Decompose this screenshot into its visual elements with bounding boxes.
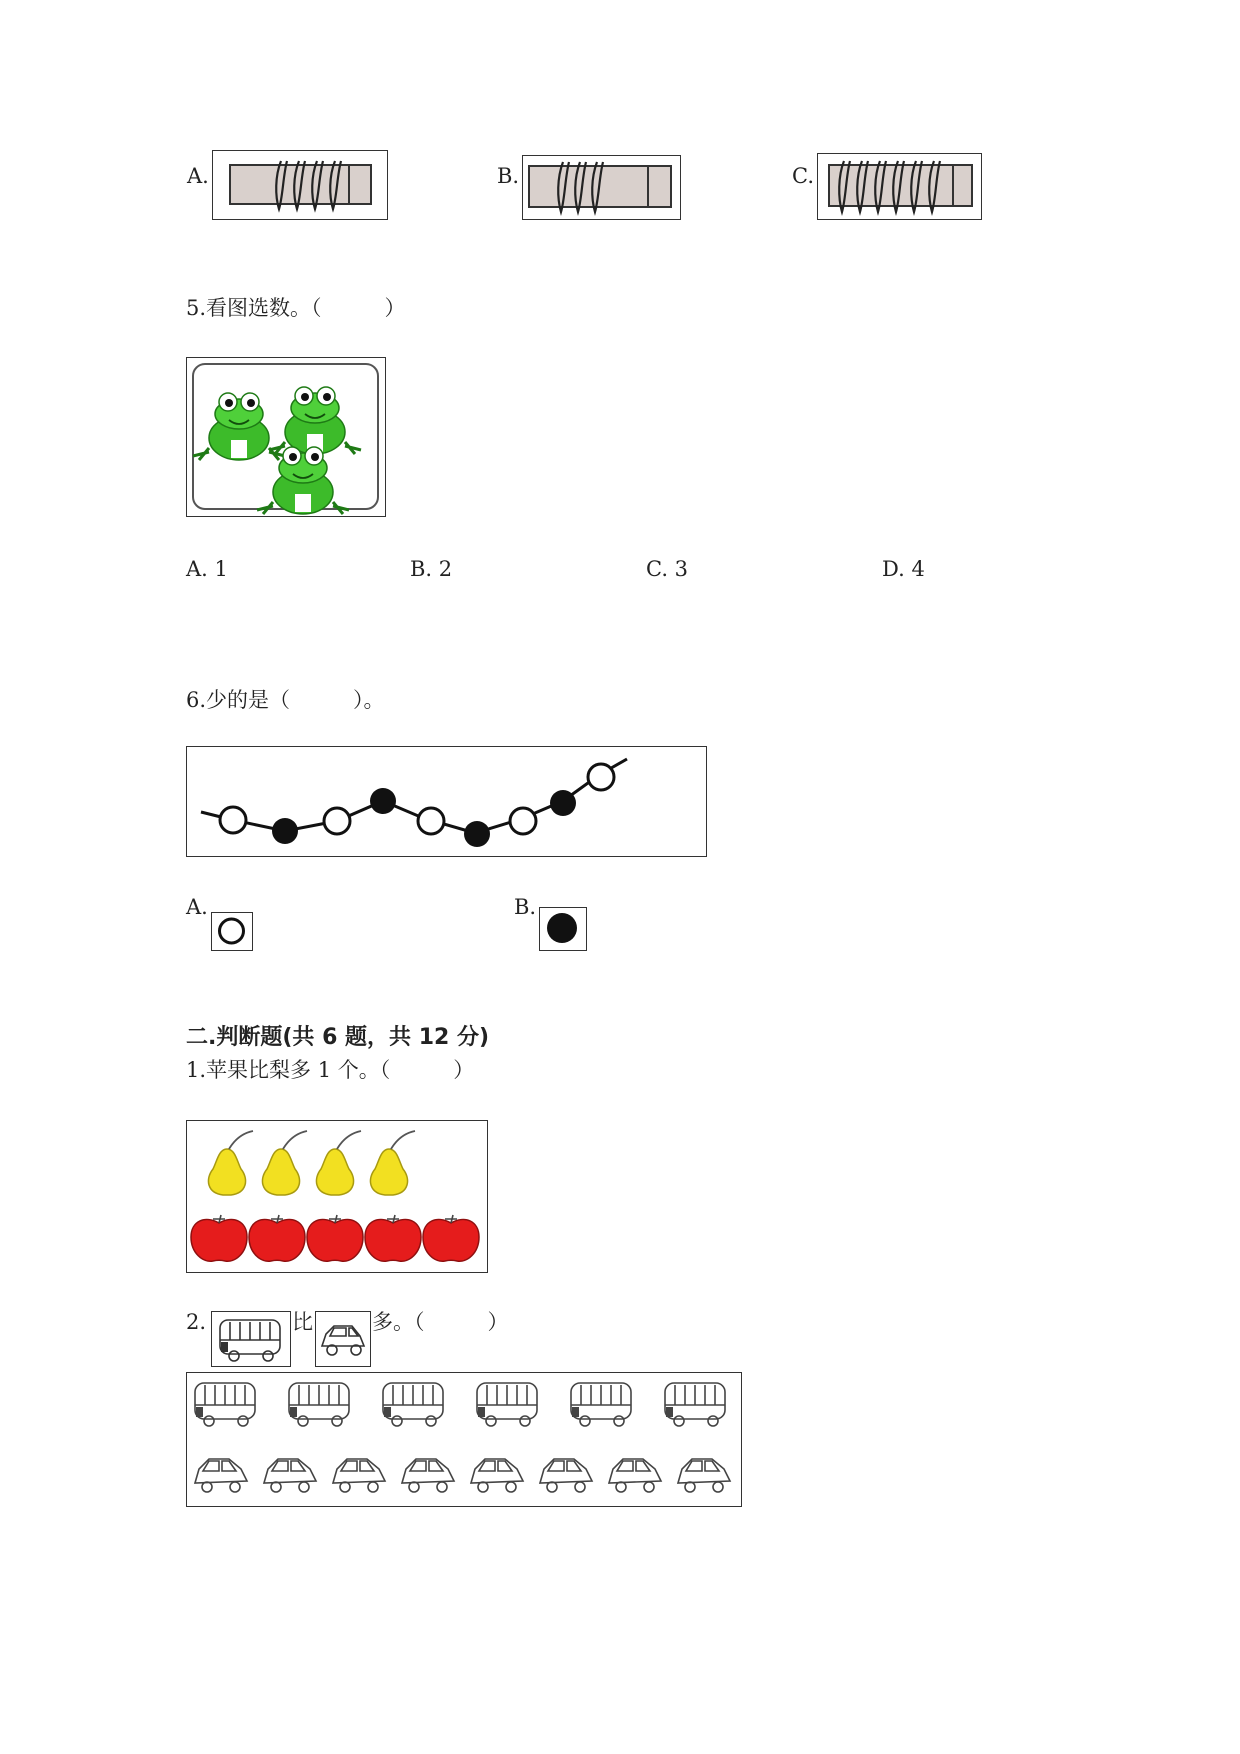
q6-prompt: 6.少的是（ ）。	[186, 688, 385, 712]
q4-option-c-figure[interactable]	[817, 153, 982, 220]
s2-q2-bi: 比	[292, 1310, 313, 1334]
bus-icon	[211, 1311, 291, 1367]
q5-option-c[interactable]: C. 3	[646, 557, 689, 581]
s2-q2-number: 2.	[186, 1310, 207, 1334]
q6-option-b-black-circle[interactable]	[539, 907, 587, 951]
s2-q2-vehicles-figure	[186, 1372, 742, 1507]
q6-beads-figure	[186, 746, 707, 857]
q4-option-a-label[interactable]: A.	[187, 164, 209, 188]
q5-prompt: 5.看图选数。（ ）	[186, 296, 406, 320]
s2-q2-duo: 多。（ ）	[372, 1310, 509, 1334]
q5-option-d[interactable]: D. 4	[882, 557, 925, 581]
q4-option-c-label[interactable]: C.	[792, 164, 814, 188]
q5-option-a[interactable]: A. 1	[186, 557, 228, 581]
car-icon	[315, 1311, 371, 1367]
q5-option-b[interactable]: B. 2	[410, 557, 453, 581]
s2-q1-prompt: 1.苹果比梨多 1 个。（ ）	[186, 1058, 475, 1082]
q4-option-b-label[interactable]: B.	[497, 164, 520, 188]
q6-option-a-white-circle[interactable]	[211, 912, 253, 951]
q4-option-b-figure[interactable]	[522, 155, 681, 220]
q6-option-a-label[interactable]: A.	[186, 895, 208, 919]
s2-q1-fruit-figure	[186, 1120, 488, 1273]
section2-heading: 二.判断题(共 6 题，共 12 分)	[186, 1025, 490, 1050]
q4-option-a-figure[interactable]	[212, 150, 388, 220]
q5-frogs-figure	[186, 357, 386, 517]
q6-option-b-label[interactable]: B.	[514, 895, 537, 919]
